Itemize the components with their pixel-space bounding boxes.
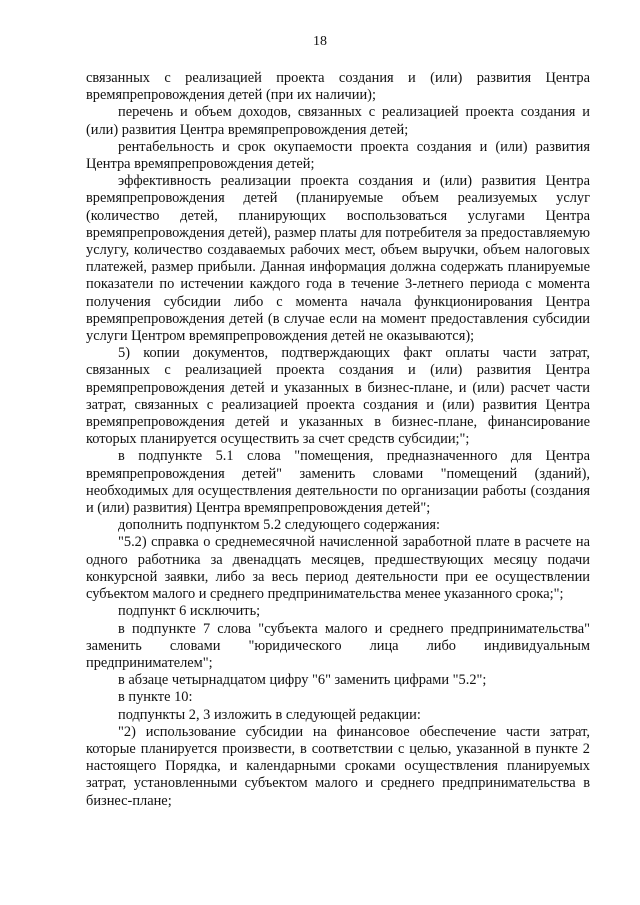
paragraph: 5) копии документов, подтверждающих факт оплаты части затрат, связанных с реализацией проекта создания и (или) развития Центра времяпрепровождения детей и указанных в бизнес-плане, и (или) расчет части затрат, связанных с реализацией проекта создания и (или) развития Центра времяпрепровождения детей и указанных в бизнес-плане, финансирование которых планируется осуществить за счет средств субсидии;"; bbox=[86, 345, 590, 448]
paragraph: подпункт 6 исключить; bbox=[118, 603, 261, 620]
paragraph: в пункте 10: bbox=[118, 689, 193, 706]
paragraph: дополнить подпунктом 5.2 следующего содержания: bbox=[118, 517, 441, 534]
paragraph: в подпункте 5.1 слова "помещения, предназначенного для Центра времяпрепровождения детей" заменить словами "помещений (зданий), необходимых для осуществления деятельности по организации работы (создания и (или) развития) Центра времяпрепровождения детей"; bbox=[86, 448, 590, 517]
paragraph: рентабельность и срок окупаемости проекта создания и (или) развития Центра времяпрепровождения детей; bbox=[86, 138, 590, 173]
paragraph: связанных с реализацией проекта создания и (или) развития Центра времяпрепровождения детей (при их наличии); bbox=[86, 70, 590, 104]
page-number: 18 bbox=[313, 34, 327, 49]
paragraph: "2) использование субсидии на финансовое обеспечение части затрат, которые планируется произвести, в соответствии с целью, указанной в пункте 2 настоящего Порядка, и календарными сроками осуществления планируемых затрат, установленными субъектом малого и среднего предпринимательства в бизнес-плане; bbox=[86, 723, 590, 809]
paragraph: в абзаце четырнадцатом цифру "6" заменить цифрами "5.2"; bbox=[118, 672, 487, 689]
paragraph: эффективность реализации проекта создания и (или) развития Центра времяпрепровождения детей (планируемые объем реализуемых услуг (количество детей, планирующих воспользоваться услугами Центра времяпрепровождения детей), размер платы для потребителя за предоставляемую услугу, количество создаваемых рабочих мест, объем выручки, объем налоговых платежей, размер прибыли. Данная информация должна содержать планируемые показатели по истечении каждого года в течение 3-летнего периода с момента получения субсидии либо с момента начала функционирования Центра времяпрепровождения детей (в случае если на момент предоставления субсидии услуги Центром времяпрепровождения детей не оказываются); bbox=[86, 173, 590, 345]
paragraph: в подпункте 7 слова "субъекта малого и среднего предпринимательства" заменить словами "юридического лица либо индивидуальным предпринимателем"; bbox=[86, 620, 590, 671]
paragraph: подпункты 2, 3 изложить в следующей редакции: bbox=[118, 706, 421, 723]
document-body bbox=[86, 70, 590, 810]
paragraph: перечень и объем доходов, связанных с реализацией проекта создания и (или) развития Центра времяпрепровождения детей; bbox=[86, 104, 590, 138]
paragraph: "5.2) справка о среднемесячной начисленной заработной плате в расчете на одного работника за двенадцать месяцев, предшествующих месяцу подачи конкурсной заявки, либо за весь период деятельности при ее осуществлении субъектом малого и среднего предпринимательства менее указанного срока;"; bbox=[86, 534, 590, 603]
